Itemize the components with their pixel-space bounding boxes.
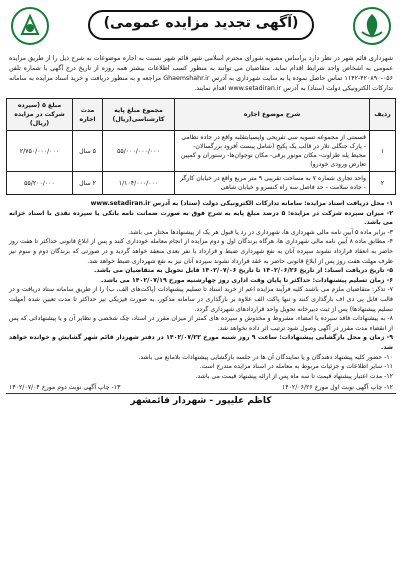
intro-paragraph: شهرداری قائم شهر در نظر دارد براساس مصوبه شورای محترم اسلامی شهر قائم شهر نسبت به اجاره موضوعات به شرح ذیل را از طریق مزایده عمومی به اشخاص واجد شرایط اقدام نماید. متقاضیان می توانند به منظور کسب اطلاعات بیشتر همه روزه از تاریخ درج آگهی با شماره تلفن ۰۵۶-۴۲۰۸۹۰-۱۱۴۲ تماس حاصل نموده یا به سایت شهرداری به آدرس Ghaemshahr.ir مراجعه و به منظور دریافت و خرید اسناد مزایده به سامانه تدارکات الکترونیکی دولت (ستاد) به آدرس www.setadiran.ir اقدام نمایند. <box>9 55 393 92</box>
table-header-row <box>7 99 396 131</box>
condition-item: ۶- زمان تسلیم پیشنهادات: حداکثر تا پایان وقت اداری روز چهارشنبه مورخ ۱۴۰۲/۰۷/۱۹ می باشد. <box>100 276 393 284</box>
header-base-price: مجموع مبلغ پایه کارشناسی(ریال) <box>103 99 175 131</box>
municipality-emblem-icon <box>352 6 392 46</box>
divider <box>6 393 396 394</box>
condition-item: ۴- مطابق ماده ۸ آیین نامه مالی شهرداری ها، هرگاه برندگان اول و دوم مزایده از انجام معامله خودداری کنند و پس از ابلاغ قانونی حداکثر تا هفت روز حاضر به انعقاد قرارداد نشوند سپرده آنان به نفع شهرداری ضبط و قرارداد با نفر بعدی منعقد خواهد گردید و در صورتی که برندگان دوم و سوم نیز ظرف مهلت هفت روز پس از ابلاغ قانونی حاضر به عقد قرارداد نشوند سپرده آنان نیز به نفع شهرداری ضبط خواهد شد. <box>9 238 393 265</box>
condition-item: ۱- محل دریافت اسناد مزایده: سامانه تدارکات الکترونیکی دولت (ستاد) به آدرس www.setadiran.ir <box>90 200 393 207</box>
row-number: ۲ <box>370 172 396 195</box>
row-base-price: ۵۵/۰۰۰/۰۰۰/۰۰۰ <box>103 131 175 172</box>
row-subject: قسمتی از مجموعه تسویه سی تفریحی واپسیابتقلبه واقع در جاده نظامی - پارک جنگلی تلار در قالب یک پکیج (شامل پیست آفرود بزرگسالان- محیط پله طراوت- مکان موتور برقی- مکان نوجوان‌ها- رستوران و کمپین تعارض ورودی خودرو) <box>175 131 370 172</box>
conditions-list <box>6 199 396 381</box>
print-dates <box>6 384 396 391</box>
condition-item: ۳- برابر ماده ۵ آیین نامه مالی شهرداری ها، شهرداری در رد یا قبول هر یک از پیشنهادها مختار می باشد. <box>128 228 393 236</box>
page-title: (آگهی تجدید مزایده عمومی) <box>88 10 315 40</box>
header-duration: مدت اجاره <box>73 99 103 131</box>
row-duration: ۵ سال <box>73 131 103 172</box>
auction-table <box>6 98 396 195</box>
condition-item: ۷- تذکر: متقاضیان ملزم می باشند کلیه فرآیند مزایده اعم از خرید اسناد تا تسلیم پیشنهادات (پاکت‌های الف، ب) را از طریق سامانه ستاد دریافت و در قالب فایل پی دی اف بارگذاری کنند و تنها پاکت الف علاوه بر بارگذاری در سامانه مذکور، به صورت فیزیکی نیز حداکثر تا مدت تعیین شده (مهلت تسلیم پیشنهادها) پس از ثبت دبیرخانه تحویل واحد قراردادهای شهرداری گردد. <box>9 286 393 313</box>
condition-item: ۲- میزان سپرده شرکت در مزایده: ۵ درصد مبلغ پایه به شرح فوق به صورت ضمانت نامه بانکی یا سپرده نقدی با اسناد خزانه می باشد. <box>9 209 393 227</box>
second-print-date: ۱۳- چاپ آگهی نوبت دوم مورخ ۱۴۰۲/۰۷/۰۴ <box>9 384 121 392</box>
header <box>6 4 396 52</box>
row-number: ۱ <box>370 131 396 172</box>
condition-item: ۸- به پیشنهادات فاقد سپرده یا امضاء، مشروط و مخدوش و سپرده های کمتر از میزان مقرر در اسناد، چک شخصی و نظایر آن و یا پیشنهاداتی که پس از انقضاء مدت مقرر در آگهی وصول شود ترتیب اثر داده نخواهد شد. <box>9 315 393 332</box>
header-subject: شرح موضوع اجاره <box>175 99 370 131</box>
row-duration: ۲ سال <box>73 172 103 195</box>
city-emblem-icon <box>10 6 50 46</box>
row-deposit: ۵۵/۲۰۰/۰۰۰ <box>7 172 73 195</box>
condition-item: ۱۱- سایر اطلاعات و جزئیات مربوط به معامله در اسناد مزایده مندرج است. <box>199 363 393 371</box>
condition-item: ۱۰- حضور کلیه پیشنهاد دهندگان و یا نمایندگان آن ها در جلسه بازگشایی پیشنهادات بلامانع می باشد. <box>138 353 393 361</box>
row-subject: واحد تجاری شماره ۷ به مساحت تقریبی ۹ متر مربع واقع در خیابان کارگر - جاده سلامت - حد فاصل سه راه کنسرو و خیابان شاهی <box>175 172 370 195</box>
first-print-date: ۱۲- چاپ آگهی نوبت اول مورخ ۱۴۰۲/۰۶/۲۶ <box>281 384 393 392</box>
condition-item: ۱۲- مدت اعتبار پیشنهاد قیمت تا سه ماه پس از ارائه پیشنهاد قیمت می باشد. <box>195 372 393 380</box>
table-row <box>7 131 396 172</box>
header-deposit: مبلغ ۵ (سپرده شرکت در مزایده (ریال) <box>7 99 73 131</box>
condition-item: ۵- تاریخ دریافت اسناد: از تاریخ ۱۴۰۲/۰۶/۲۶ تا تاریخ ۱۴۰۲/۰۷/۰۶ قابل تحویل به متقاضیان می باشد. <box>94 267 393 275</box>
signature: کاظم علیپور - شهردار قائمشهر <box>130 396 272 407</box>
row-deposit: ۲/۷۵۰/۰۰۰/۰۰۰ <box>7 131 73 172</box>
table-row <box>7 172 396 195</box>
header-row-number: ردیف <box>370 99 396 131</box>
condition-item: ۹- زمان و محل بازگشایی پیشنهادات: ساعت ۹ روز شنبه مورخ ۱۴۰۲/۰۷/۲۲ در دفتر شهردار قائم شهر گشایش و خوانده خواهد شد. <box>9 334 393 351</box>
row-base-price: ۱/۱۰۴/۰۰۰/۰۰۰ <box>103 172 175 195</box>
